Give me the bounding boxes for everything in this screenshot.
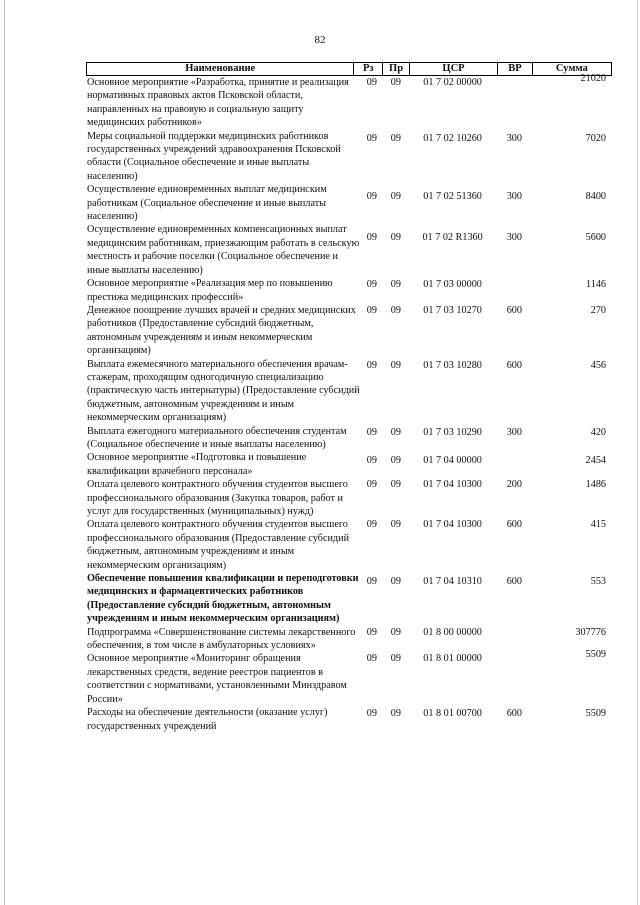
cell-rz: 09 [366,479,377,491]
cell-rz: 09 [366,359,377,371]
header-vr: ВР [498,63,533,75]
cell-csr: 01 7 04 10300 [423,479,482,491]
budget-table [86,62,612,733]
cell-csr: 01 7 03 10290 [423,426,482,438]
cell-name: Оплата целевого контрактного обучения студентов высшего профессионального образования (Предоставление субсидий бюджетным, автономным учреждениям и иным некоммерческим организациям) [87,519,350,571]
cell-csr: 01 8 00 00000 [423,626,482,638]
table-row [86,223,612,277]
table-body [86,73,612,733]
cell-rz: 09 [366,191,377,203]
cell-name: Основное мероприятие «Разработка, принятие и реализация нормативных правовых актов Псковской области, направленных на правовую и социальную защиту медицинских работников» [87,77,349,129]
cell-vr: 200 [506,479,522,491]
cell-csr: 01 7 03 10270 [423,304,482,316]
cell-name: Основное мероприятие «Подготовка и повышение квалификации врачебного персонала» [87,452,307,477]
cell-pr: 09 [390,191,401,203]
table-row [86,478,612,518]
cell-sum: 8400 [585,191,606,203]
cell-pr: 09 [390,479,401,491]
cell-pr: 09 [390,626,401,638]
cell-sum: 5509 [585,708,606,720]
cell-csr: 01 7 04 00000 [423,455,482,467]
cell-vr: 600 [506,708,522,720]
cell-sum: 415 [590,519,606,531]
cell-vr: 300 [506,132,522,144]
table-row [86,706,612,733]
table-row [86,304,612,358]
cell-name: Основное мероприятие «Мониторинг обращения лекарственных средств, ведение реестров пациентов в соответствии с нормативами, установленными Минздравом России» [87,653,347,705]
cell-rz: 09 [366,77,377,88]
cell-name: Подпрограмма «Совершенствование системы лекарственного обеспечения, в том числе в амбулаторных условиях» [87,626,356,652]
cell-rz: 09 [366,519,377,531]
cell-sum: 1146 [586,279,606,291]
cell-vr: 300 [506,191,522,203]
cell-sum: 456 [590,359,606,371]
page-number: 82 [314,34,326,46]
cell-vr [496,76,532,130]
cell-vr [496,652,532,706]
cell-name: Осуществление единовременных выплат медицинским работникам (Социальное обеспечение и иные выплаты населению) [87,184,327,223]
cell-csr: 01 7 02 10260 [423,132,482,144]
cell-csr: 01 8 01 00000 [423,653,482,665]
table-row [86,425,612,452]
cell-rz: 09 [366,576,377,588]
cell-pr: 09 [390,653,401,665]
cell-rz: 09 [366,708,377,720]
table-row [86,130,612,184]
cell-pr: 09 [390,426,401,438]
cell-vr: 600 [506,359,522,371]
cell-pr: 09 [390,708,401,720]
cell-vr: 600 [506,519,522,531]
cell-pr: 09 [390,232,401,244]
cell-sum: 5509 [585,649,606,661]
header-pr: Пр [383,63,410,75]
cell-sum: 420 [590,426,606,438]
cell-vr [496,626,532,653]
scan-edge-right [637,0,638,905]
cell-sum: 2454 [585,455,606,467]
cell-vr: 600 [506,304,522,316]
cell-rz: 09 [366,626,377,638]
table-row [86,277,612,304]
table-row [86,183,612,223]
scan-edge-left [4,0,5,905]
cell-csr: 01 7 02 R1360 [422,232,483,244]
table-row [86,649,612,706]
cell-name: Денежное поощрение лучших врачей и средних медицинских работников (Предоставление субсидий бюджетным, автономным учреждениям и иным некоммерческим организациям) [87,304,356,357]
cell-pr: 09 [390,455,401,467]
cell-name: Меры социальной поддержки медицинских работников государственных учреждений здравоохранения Псковской области (Социальное обеспечение и иные выплаты населению) [87,130,341,182]
cell-csr: 01 7 02 51360 [423,191,482,203]
cell-name: Осуществление единовременных компенсационных выплат медицинским работникам, приезжающим работать в сельскую местность и рабочие поселки (Социальное обеспечение и иные выплаты населению) [87,224,360,276]
cell-pr: 09 [390,519,401,531]
cell-rz: 09 [366,304,377,316]
cell-rz: 09 [366,653,377,665]
header-sum: Сумма [555,63,588,74]
cell-sum: 21020 [580,73,606,84]
cell-sum: 7020 [585,132,606,144]
table-row [86,358,612,425]
cell-vr [496,451,532,478]
cell-csr: 01 7 03 00000 [423,279,482,291]
cell-csr: 01 7 02 00000 [423,77,482,88]
cell-name: Выплата ежегодного материального обеспечения студентам (Социальное обеспечение и иные выплаты населению) [87,425,347,450]
header-rz: Рз [354,63,383,75]
header-name: Наименование [87,63,354,75]
cell-rz: 09 [366,455,377,467]
cell-csr: 01 7 03 10280 [423,359,482,371]
cell-sum: 307776 [575,626,606,638]
cell-rz: 09 [366,232,377,244]
cell-pr: 09 [390,576,401,588]
cell-pr: 09 [390,304,401,316]
cell-pr: 09 [390,132,401,144]
cell-csr: 01 7 04 10300 [423,519,482,531]
cell-pr: 09 [390,359,401,371]
table-row [86,572,612,626]
cell-pr: 09 [390,279,401,291]
cell-sum: 1486 [585,479,606,491]
cell-name: Оплата целевого контрактного обучения студентов высшего профессионального образования (Закупка товаров, работ и услуг для государственных (муниципальных) нужд) [87,479,348,517]
cell-csr: 01 7 04 10310 [423,576,482,588]
cell-name: Основное мероприятие «Реализация мер по повышению престижа медицинских профессий» [87,278,333,303]
cell-vr: 300 [506,232,522,244]
cell-csr: 01 8 01 00700 [423,708,482,720]
table-row [86,451,612,478]
cell-vr: 600 [506,576,522,588]
cell-vr: 300 [506,426,522,438]
cell-rz: 09 [366,132,377,144]
cell-rz: 09 [366,426,377,438]
cell-pr: 09 [390,77,401,88]
cell-rz: 09 [366,279,377,291]
cell-sum: 553 [590,576,606,588]
cell-sum: 5600 [585,232,606,244]
cell-sum: 270 [590,304,606,316]
cell-name: Выплата ежемесячного материального обеспечения врачам-стажерам, проходящим одногодичную специализацию (практическую часть интернатуры) (Предоставление субсидий бюджетным, автономным учреждениям и иным некоммерческим организациям) [87,358,360,424]
header-csr: ЦСР [410,63,498,75]
cell-vr [496,277,532,304]
cell-name: Обеспечение повышения квалификации и переподготовки медицинских и фармацевтических работников (Предоставление субсидий бюджетным, автономным учреждениям и иным некоммерческим организациям) [87,573,359,625]
table-row [86,73,612,130]
cell-name: Расходы на обеспечение деятельности (оказание услуг) государственных учреждений [87,707,328,732]
table-row [86,518,612,572]
